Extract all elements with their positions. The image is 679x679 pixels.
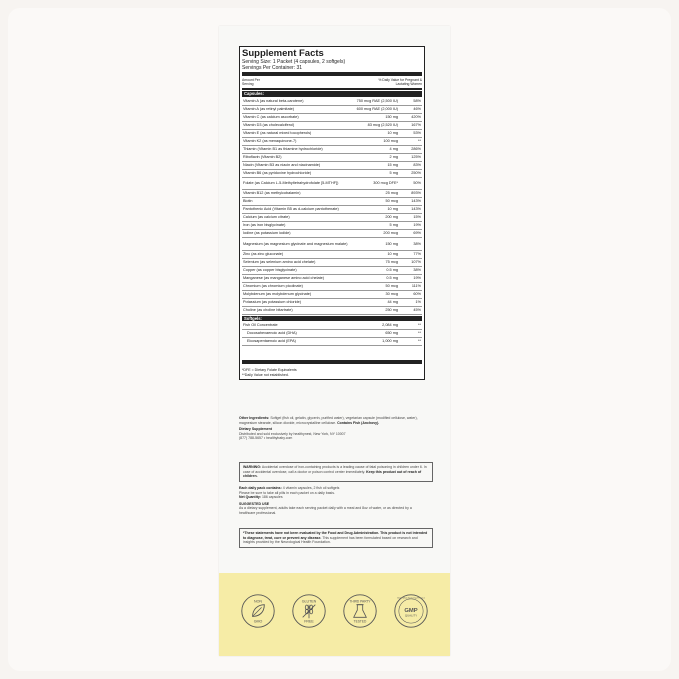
nutrient-name: Niacin (Vitamin B3 as niacin and niacinamide)	[243, 162, 321, 167]
nutrient-row	[242, 275, 422, 283]
supplement-facts-label	[239, 46, 425, 380]
nutrient-daily-value: 45%	[413, 307, 421, 312]
distributor: Distributed and sold exclusively by healthynest, New York, NY 10007	[239, 431, 346, 436]
nutrient-row	[242, 214, 422, 222]
nutrient-name: Iron (as iron bisglycinate)	[243, 223, 286, 228]
nutrient-name: Magnesium (as magnesium glycinate and magnesium malate)	[243, 241, 348, 246]
nutrient-amount: 1,000 mg	[382, 339, 398, 344]
nutrient-amount: 250 mg	[385, 307, 398, 312]
other-ingredients-label: Other Ingredients:	[239, 416, 270, 420]
nutrient-amount: 15 mg	[387, 162, 398, 167]
capsules-section-title: Capsules:	[242, 91, 422, 97]
other-ingredients	[239, 416, 425, 425]
nutrient-daily-value: 60%	[413, 291, 421, 296]
nutrient-amount: 650 mg	[385, 331, 398, 336]
nutrient-name: Fish Oil Concentrate	[243, 323, 278, 328]
nutrient-daily-value: 19%	[413, 223, 421, 228]
nutrient-daily-value: 50%	[413, 181, 421, 186]
nutrient-name: Calcium (as calcium citrate)	[243, 215, 290, 220]
softgels-section-title: Softgels:	[242, 316, 422, 322]
gmp-main-text: GMP	[403, 607, 418, 614]
nutrient-daily-value: **	[418, 331, 421, 336]
nutrient-daily-value: 38%	[413, 241, 421, 246]
nutrient-row	[242, 230, 422, 238]
divider	[242, 88, 422, 90]
nutrient-name: Thiamin (Vitamin B1 as thiamine hydrochloride)	[243, 146, 323, 151]
nutrient-row	[242, 338, 422, 346]
serving-size: Serving Size: 1 Packet (4 capsules, 2 softgels)	[242, 59, 346, 65]
nutrient-daily-value: 15%	[413, 215, 421, 220]
nutrient-name: Pantothenic Acid (Vitamin B5 as d-calcium pantothenate)	[243, 207, 339, 212]
disclaimer-box	[239, 528, 433, 548]
gluten-bottom-text: FREE	[304, 619, 314, 624]
nutrient-row	[242, 114, 422, 122]
gluten-free-badge	[291, 593, 327, 629]
nutrient-amount: 2,084 mg	[382, 323, 398, 328]
column-header	[242, 77, 422, 87]
nutrient-daily-value: 46%	[413, 106, 421, 111]
amount-header: Amount Per Serving	[242, 78, 260, 86]
nutrient-amount: 75 mcg	[385, 259, 398, 264]
warning-box	[239, 462, 433, 482]
dv-header: % Daily Value for Pregnant & Lactating Women	[378, 78, 422, 86]
nutrient-amount: 600 mcg RAE (2,000 IU)	[356, 106, 398, 111]
fda-disclaimer: *These statements have not been evaluated by the Food and Drug Administration. This product is not intended to diagnose, treat, cure or prevent any disease.	[243, 531, 428, 540]
net-quantity-label: Net Quantity:	[239, 495, 261, 500]
nutrient-name: Eicosapentaenoic acid (EPA)	[247, 339, 296, 344]
nutrient-name: Riboflavin (Vitamin B2)	[243, 154, 282, 159]
nutrient-daily-value: 58%	[413, 98, 421, 103]
nutrient-row	[242, 251, 422, 259]
nutrient-daily-value: **	[418, 138, 421, 143]
third-party-tested-badge	[342, 593, 378, 629]
nutrient-amount: 200 mg	[385, 215, 398, 220]
nutrient-amount: 30 mcg	[385, 291, 398, 296]
warning-text: Accidental overdose of iron-containing products is a leading cause of fatal poisoning in children under 6. In case of accidental overdose, call a doctor or poison control center immediately.	[243, 465, 427, 474]
gmp-quality-badge	[393, 593, 429, 629]
nutrient-amount: 300 mcg DFE*	[373, 181, 398, 186]
nutrient-name: Molybdenum (as molybdenum glycinate)	[243, 291, 312, 296]
nutrient-name: Vitamin C (as calcium ascorbate)	[243, 114, 299, 119]
nutrient-name: Selenium (as selenium amino acid chelate)	[243, 259, 316, 264]
nutrient-row	[242, 178, 422, 191]
nutrient-daily-value: 143%	[411, 207, 421, 212]
nutrient-name: Vitamin A (as natural beta-carotene)	[243, 98, 304, 103]
nutrient-name: Docosahexaenoic acid (DHA)	[247, 331, 297, 336]
nutrient-row	[242, 106, 422, 114]
nutrient-daily-value: 893%	[411, 191, 421, 196]
nutrient-daily-value: 53%	[413, 130, 421, 135]
foundation-note: This supplement has been formulated based on research and insights provided by the Neurological Health Foundation.	[243, 535, 418, 545]
contact: (877) 788-5657 • healthybaby.com	[239, 436, 293, 441]
product-panel	[219, 26, 450, 656]
nutrient-daily-value: 125%	[411, 154, 421, 159]
usage-info	[239, 486, 425, 516]
softgels-list	[242, 322, 422, 346]
other-info	[239, 416, 425, 441]
nutrient-daily-value: 167%	[411, 122, 421, 127]
nutrient-name: Vitamin K2 (as menaquinone-7)	[243, 138, 297, 143]
daily-pack-label: Each daily pack contains:	[239, 486, 282, 490]
flask-icon	[354, 605, 367, 618]
take-all-note: Please be sure to take all pills in each packet on a daily basis.	[239, 490, 335, 495]
nutrient-amount: 44 mg	[387, 299, 398, 304]
nutrient-amount: 750 mcg RAE (2,500 IU)	[356, 98, 398, 103]
footnote-dfe: *DFE = Dietary Folate Equivalents	[242, 368, 297, 373]
nutrient-amount: 83 mcg (2,520 IU)	[367, 122, 398, 127]
nutrient-amount: 10 mg	[387, 251, 398, 256]
nutrient-name: Vitamin D3 (as cholecalciferol)	[243, 122, 295, 127]
nutrient-row	[242, 291, 422, 299]
third-party-bottom-text: TESTED	[353, 619, 367, 624]
nutrient-amount: 10 mg	[387, 130, 398, 135]
gmp-sub-text: QUALITY	[404, 613, 417, 618]
net-quantity-value: 186 capsules	[261, 495, 283, 500]
nutrient-name: Manganese (as manganese amino acid chelate)	[243, 275, 325, 280]
nutrient-name: Biotin	[243, 199, 253, 204]
nutrient-daily-value: 250%	[411, 170, 421, 175]
nutrient-name: Zinc (as zinc gluconate)	[243, 251, 284, 256]
nutrient-daily-value: 420%	[411, 114, 421, 119]
divider	[242, 360, 422, 364]
nutrient-amount: 150 mg	[385, 114, 398, 119]
nutrient-amount: 25 mcg	[385, 191, 398, 196]
nutrient-daily-value: **	[418, 339, 421, 344]
nutrient-row	[242, 146, 422, 154]
nutrient-row	[242, 238, 422, 251]
gluten-top-text: GLUTEN	[301, 599, 317, 604]
nutrient-daily-value: 83%	[413, 162, 421, 167]
nutrient-amount: 2 mg	[389, 154, 398, 159]
nutrient-daily-value: 38%	[413, 267, 421, 272]
nutrient-amount: 200 mcg	[383, 231, 398, 236]
suggested-use-text: As a dietary supplement, adults take each serving packet daily with a meal and 8oz of water, or as directed by a healthcare professional.	[239, 506, 412, 515]
nutrient-name: Choline (as choline bitartrate)	[243, 307, 293, 312]
nutrient-daily-value: **	[418, 323, 421, 328]
divider	[242, 72, 422, 76]
non-gmo-top-text: NON	[254, 599, 263, 604]
nutrient-row	[242, 170, 422, 178]
supplement-facts-title: Supplement Facts	[242, 48, 324, 59]
other-ingredients-text: Softgel (fish oil, gelatin, glycerin, purified water), vegetarian capsule (modified cellulose, water), magnesium stearate, silicon dioxide, microcrystalline cellulose.	[239, 416, 418, 425]
third-party-top-text: THIRD PARTY	[349, 599, 371, 604]
nutrient-amount: 100 mcg	[383, 138, 398, 143]
nutrient-row	[242, 154, 422, 162]
nutrient-row	[242, 222, 422, 230]
nutrient-amount: 50 mcg	[385, 199, 398, 204]
nutrient-row	[242, 162, 422, 170]
contains-allergen: Contains Fish (Anchovy).	[337, 420, 380, 425]
nutrient-name: Copper (as copper bisglycinate)	[243, 267, 297, 272]
nutrient-row	[242, 130, 422, 138]
capsules-list	[242, 98, 422, 315]
nutrient-name: Vitamin E (as natural mixed tocopherols)	[243, 130, 312, 135]
nutrient-daily-value: 1%	[415, 299, 421, 304]
nutrient-row	[242, 307, 422, 315]
nutrient-amount: 50 mcg	[385, 283, 398, 288]
daily-pack-text: 4 vitamin capsules, 2 fish oil softgels	[282, 486, 340, 490]
nutrient-row	[242, 98, 422, 106]
nutrient-row	[242, 259, 422, 267]
nutrient-row	[242, 330, 422, 338]
nutrient-amount: 5 mg	[389, 170, 398, 175]
nutrient-name: Chromium (as chromium picolinate)	[243, 283, 303, 288]
nutrient-row	[242, 267, 422, 275]
nutrient-amount: 0.5 mg	[386, 267, 398, 272]
nutrient-amount: 150 mg	[385, 241, 398, 246]
nutrient-daily-value: 286%	[411, 146, 421, 151]
net-quantity	[239, 495, 425, 500]
nutrient-row	[242, 138, 422, 146]
dietary-supplement-label: Dietary Supplement	[239, 427, 272, 432]
nutrient-row	[242, 190, 422, 198]
nutrient-name: Vitamin B12 (as methylcobalamin)	[243, 191, 301, 196]
nutrient-daily-value: 107%	[411, 259, 421, 264]
nutrient-amount: 5 mg	[389, 223, 398, 228]
footnotes	[242, 365, 422, 377]
nutrient-row	[242, 283, 422, 291]
nutrient-name: Iodine (as potassium iodide)	[243, 231, 291, 236]
nutrient-daily-value: 69%	[413, 231, 421, 236]
nutrient-name: Folate (as Calcium L-5-Methyltetrahydrofolate [5-MTHF])	[243, 181, 339, 186]
nutrient-amount: 4 mg	[389, 146, 398, 151]
nutrient-name: Vitamin B6 (as pyridoxine hydrochloride)	[243, 170, 312, 175]
nutrient-daily-value: 77%	[413, 251, 421, 256]
warning-keep-away: Keep this product out of reach of children.	[243, 469, 422, 479]
nutrient-name: Potassium (as potassium chloride)	[243, 299, 302, 304]
suggested-use-label: SUGGESTED USE	[239, 501, 270, 506]
non-gmo-badge	[240, 593, 276, 629]
nutrient-daily-value: 19%	[413, 275, 421, 280]
leaf-icon	[253, 605, 265, 617]
nutrient-amount: 10 mg	[387, 207, 398, 212]
nutrient-row	[242, 299, 422, 307]
nutrient-daily-value: 111%	[411, 283, 421, 288]
wheat-icon	[303, 605, 316, 619]
badge-strip	[219, 573, 450, 656]
nutrient-daily-value: 143%	[411, 199, 421, 204]
nutrient-amount: 0.5 mg	[386, 275, 398, 280]
gmp-ring-text: Good Manufacturing Practice	[396, 597, 425, 600]
nutrient-row	[242, 198, 422, 206]
nutrient-row	[242, 322, 422, 330]
non-gmo-bottom-text: GMO	[254, 619, 263, 624]
nutrient-row	[242, 206, 422, 214]
servings-per-container: Servings Per Container: 31	[242, 65, 303, 71]
footnote-dv: **Daily Value not established.	[242, 372, 289, 377]
nutrient-name: Vitamin A (as retinyl palmitate)	[243, 106, 294, 111]
warning-label: WARNING:	[243, 465, 262, 469]
nutrient-row	[242, 122, 422, 130]
